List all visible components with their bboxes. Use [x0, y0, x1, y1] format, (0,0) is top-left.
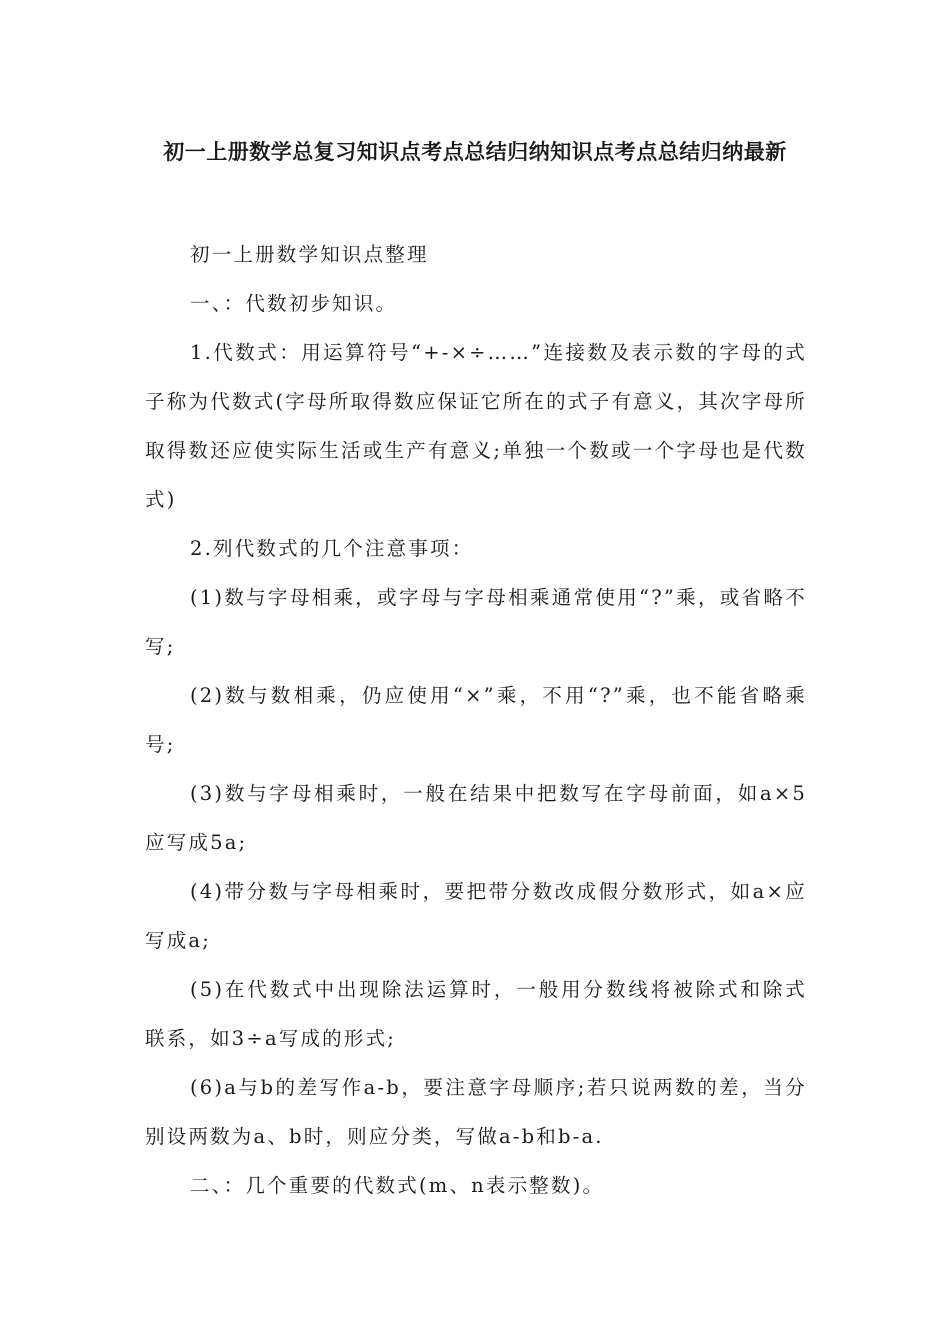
note-item-2: (2)数与数相乘，仍应使用“×”乘，不用“?”乘，也不能省略乘号; [145, 684, 807, 756]
note-item-1: (1)数与字母相乘，或字母与字母相乘通常使用“?”乘，或省略不写; [145, 586, 807, 658]
note-item-6: (6)a与b的差写作a-b，要注意字母顺序;若只说两数的差，当分别设两数为a、b时，则应分类，写做a-b和b-a. [145, 1076, 807, 1148]
chapter-heading-1: 一、：代数初步知识。 [190, 292, 398, 315]
note-item-3: (3)数与字母相乘时，一般在结果中把数写在字母前面，如a×5应写成5a; [145, 782, 807, 854]
document-title: 初一上册数学总复习知识点考点总结归纳知识点考点总结归纳最新 [163, 140, 787, 164]
paragraph-notes-heading: 2.列代数式的几个注意事项： [190, 537, 474, 560]
document-body [145, 230, 807, 1210]
section-heading: 初一上册数学知识点整理 [190, 243, 429, 266]
chapter-heading-2: 二、：几个重要的代数式(m、n表示整数)。 [190, 1174, 605, 1197]
note-item-4: (4)带分数与字母相乘时，要把带分数改成假分数形式，如a×应写成a; [145, 880, 807, 952]
paragraph-algebraic-expression-definition: 1.代数式：用运算符号“+-×÷……”连接数及表示数的字母的式子称为代数式(字母所取得数应保证它所在的式子有意义，其次字母所取得数还应使实际生活或生产有意义;单独一个数或一个字母也是代数式) [145, 341, 807, 511]
note-item-5: (5)在代数式中出现除法运算时，一般用分数线将被除式和除式联系，如3÷a写成的形式; [145, 978, 807, 1050]
